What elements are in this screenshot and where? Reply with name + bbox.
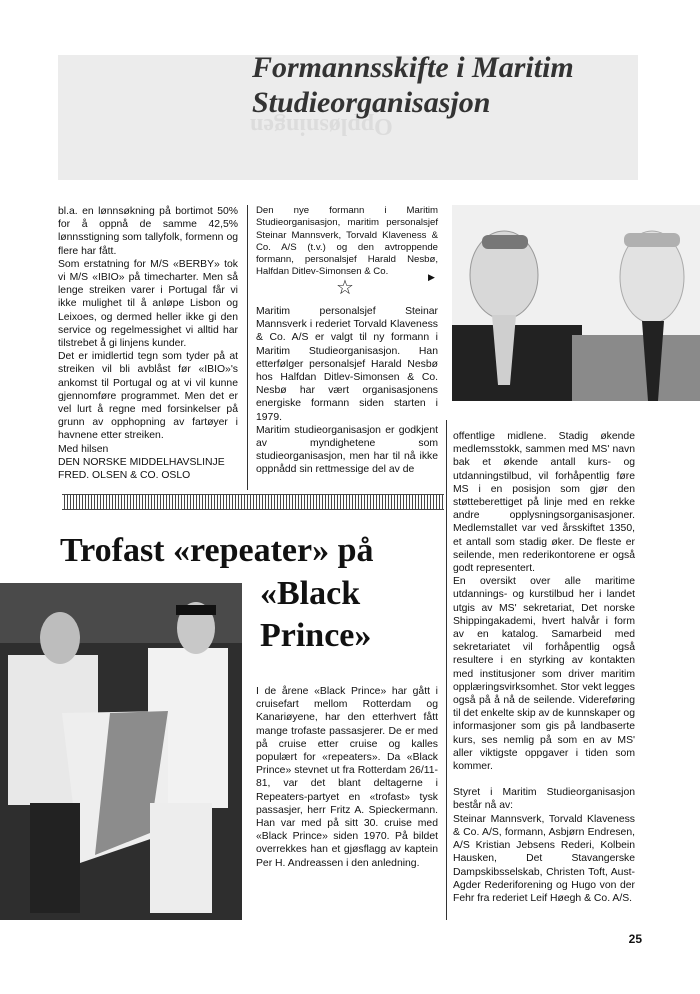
article1-title (252, 50, 672, 120)
paragraph: bl.a. en lønnsøkning på bortimot 50% for å oppnå de samme 42,5% lønnsstigning som tallyfolk, formenn og flere har fått. (58, 206, 238, 257)
article1-col2-body (256, 305, 438, 477)
photo-caption: Den nye formann i Maritim Studieorganisasjon, maritim personalsjef Steinar Mannsverk, Torvald Klaveness & Co. A/S (t.v.) og den avtroppende formann, personalsjef Harald Nesbø, Halfdan Ditlev-Simonsen & Co. (256, 205, 438, 278)
star-icon: ☆ (336, 277, 354, 299)
portrait-photo (452, 205, 700, 401)
paragraph: Steinar Mannsverk, Torvald Klaveness & Co. A/S, formann, Asbjørn Endresen, A/S Kristian Jebsens Rederi, Kolbein Hausken, Det Stavangerske Dampskibsselskab, Christen Toft, Aust-Agder Rederiforening og Hugo von der Fehr fra rederiet Leif Høegh & Co. A/S. (453, 813, 635, 904)
column-divider (247, 205, 248, 490)
page-number: 25 (628, 932, 642, 946)
paragraph: En oversikt over alle maritime utdannings- og kurstilbud her i landet utgis av MS' sekretariat, Det norske Shippingakademi, hvert halvår i form av en katalog. Samarbeid med sekretariatet vil forhåpentlig også resultere i en styrking av kontakten med institusjoner som driver maritim opplæringsvirksomhet. Stor vekt legges også på å nå de seilende. Videreføring til det enkelte skip av de kunnskaper og informasjoner som gis på landbaserte kurs, ses nemlig på som en av MS' aller viktigste oppgaver i tiden som kommer. (453, 576, 635, 773)
decorative-border (62, 494, 444, 510)
paragraph: Som erstatning for M/S «BERBY» tok vi M/S «IBIO» på timecharter. Men så lenge streiken varer i Portugal får vi ikke mulighet til å anløpe Lisbon og Leixoes, og dermed heller ikke gi den service og regelmessighet vi alltid har tilstrebet å gi linjens kunder. (58, 258, 238, 350)
article2-title-part: «Black (260, 575, 361, 612)
article1-title-line2: Studieorganisasjon (252, 86, 491, 119)
paragraph: Maritim personalsjef Steinar Mannsverk i rederiet Torvald Klaveness & Co. A/S er valgt til ny formann i Maritim Studieorganisasjon. Han etterfølger personalsjef Harald Nesbø hos Halfdan Ditlev-Simonsen & Co. Nesbø har vært organisasjonens energiske formann siden starten i 1979. (256, 306, 438, 423)
flag-ceremony-photo (0, 583, 242, 920)
article1-col2 (256, 205, 438, 279)
signoff: Med hilsen (58, 443, 109, 455)
column-divider (446, 420, 447, 920)
signoff-company: FRED. OLSEN & CO. OSLO (58, 470, 191, 482)
flag-ceremony-photo-art (0, 583, 242, 920)
paragraph: offentlige midlene. Stadig økende medlemsstokk, sammen med MS' navn bak et økende antall kurs- og utdanningstilbud, vil forhåpentlig føre MS i en posisjon som gjør den støtteberettiget på linje med en rekke andre opplysningsorganisasjoner. Medlemstallet var ved årsskiftet 1350, et antall som stadig øker. De fleste er seilende, men rederikontorene er også godt representert. (453, 431, 635, 575)
signoff-company: DEN NORSKE MIDDELHAVSLINJE (58, 456, 225, 468)
article2-title-line2 (260, 573, 371, 657)
paragraph: Maritim studieorganisasjon er godkjent av myndighetene som studieorganisasjon, men har til nå ikke oppnådd sin rettmessige del av de (256, 424, 438, 476)
paragraph: Det er imidlertid tegn som tyder på at streiken vil bli avblåst før «IBIO»'s ankomst til Portugal og at vi vil kunne gjennomføre programmet. Men det er vel lurt å regne med forsinkelser på grunn av opphopning av fartøyer i havnene etter streiken. (58, 351, 238, 442)
article2-title-line1: Trofast «repeater» på (60, 532, 374, 569)
article2-body: I de årene «Black Prince» har gått i cruisefart mellom Rotterdam og Kanariøyene, har den etterhvert fått mange trofaste passasjerer. De er med på cruise etter cruise og kalles populært for «repeaters». Da «Black Prince» stevnet ut fra Rotterdam 26/11-81, var det blant deltagerne i Repeaters-partyet en «trofast» tysk passasjer, herr Fritz A. Spieckermann. Han var med på sitt 30. cruise med «Black Prince» siden 1970. På bildet overrekkes han et gjøsflagg av kaptein Per H. Andreassen i den anledning. (256, 686, 438, 869)
portrait-photo-art (452, 205, 700, 401)
article1-title-line1: Formannsskifte i Maritim (252, 51, 574, 84)
spacer (453, 773, 635, 786)
article1-col3 (453, 430, 635, 905)
article1-col1 (58, 205, 238, 482)
paragraph: Styret i Maritim Studieorganisasjon består nå av: (453, 787, 635, 812)
article2-title-part: Prince» (260, 617, 372, 654)
caption-arrow-icon: ▶ (428, 272, 435, 282)
show-through-text: Oppløsningen (250, 113, 393, 139)
